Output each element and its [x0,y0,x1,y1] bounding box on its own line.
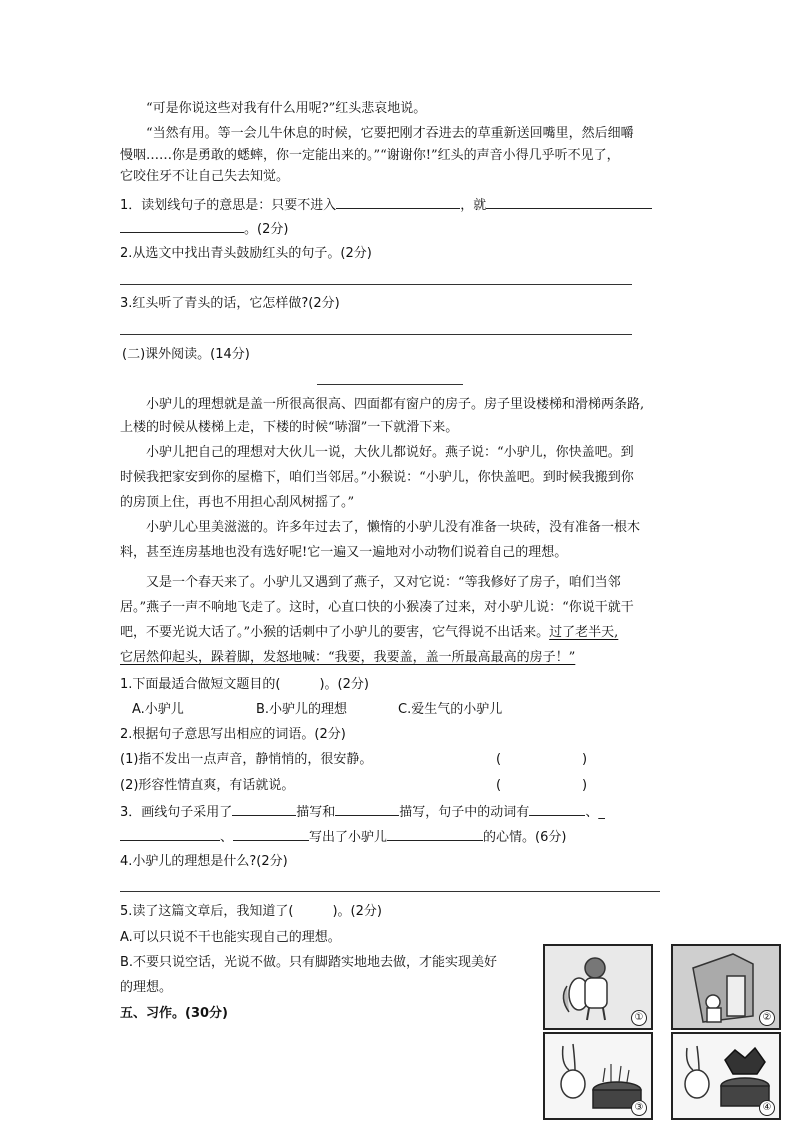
answer-blank[interactable] [233,826,309,841]
question-text: 、_ [585,805,605,820]
answer-line[interactable] [120,284,632,285]
answer-blank[interactable] [335,801,399,816]
question-text: 描写，句子中的动词有 [399,805,530,820]
story-line [120,623,618,643]
story-line: 小驴儿把自己的理想对大伙儿一说，大伙儿都说好。燕子说：“小驴儿，你快盖吧。到 [146,445,634,460]
question-3 [120,801,605,823]
option-b[interactable]: B.小驴儿的理想 [256,702,348,717]
question-text: 1．读划线句子的意思是：只要不进入 [120,198,337,213]
question-2: 2.根据句子意思写出相应的词语。(2分) [120,727,346,742]
question-text: ，就 [460,198,487,213]
underlined-sentence: 它居然仰起头，跺着脚，发怒地喊：“我要，我要盖，盖一所最高最高的房子！” [120,650,576,665]
picture-3 [543,1032,653,1120]
question-1 [120,194,652,216]
story-line: 料，甚至连房基地也没有选好呢!它一遍又一遍地对小动物们说着自己的理想。 [120,545,568,560]
answer-line[interactable] [120,891,660,892]
picture-2 [671,944,781,1030]
question-3: 3.红头听了青头的话，它怎样做?(2分) [120,296,340,311]
picture-number: ② [759,1010,775,1026]
paren-open: ( [496,778,502,793]
passage-line: 它咬住牙不让自己失去知觉。 [120,169,290,184]
answer-blank[interactable] [387,826,483,841]
question-text: 的心情。(6分) [483,830,567,845]
question-3-cont [120,826,566,848]
story-line: 时候我把家安到你的屋檐下，咱们当邻居。”小猴说：“小驴儿，你快盖吧。到时候我搬到你 [120,470,634,485]
question-1: 1.下面最适合做短文题目的( )。(2分) [120,677,369,692]
paren-close: ) [582,752,588,767]
passage-line: “可是你说这些对我有什么用呢?”红头悲哀地说。 [146,101,427,116]
picture-1 [543,944,653,1030]
option-a[interactable]: A.小驴儿 [132,702,184,717]
story-line: 小驴儿的理想就是盖一所很高很高、四面都有窗户的房子。房子里设楼梯和滑梯两条路, [146,397,645,412]
story-line: 的房顶上住，再也不用担心刮风树摇了。” [120,495,355,510]
question-text: 描写和 [296,805,336,820]
answer-blank[interactable] [486,194,652,209]
story-text: 吧，不要光说大话了。”小猴的话刺中了小驴儿的要害，它气得说不出话来。 [120,625,550,640]
answer-blank[interactable] [336,194,460,209]
picture-4 [671,1032,781,1120]
question-text: 3．画线句子采用了 [120,805,233,820]
underlined-sentence: 过了老半天, [549,625,619,640]
picture-number: ④ [759,1100,775,1116]
option-b-cont: 的理想。 [120,980,173,995]
question-2: 2.从选文中找出青头鼓励红头的句子。(2分) [120,246,372,261]
story-line: 居。”燕子一声不响地飞走了。这时，心直口快的小猴凑了过来，对小驴儿说：“你说干就干 [120,600,634,615]
answer-blank[interactable] [120,826,220,841]
story-line: 小驴儿心里美滋滋的。许多年过去了，懒惰的小驴儿没有准备一块砖，没有准备一根木 [146,520,641,535]
question-text: 。(2分) [244,222,289,237]
answer-blank[interactable] [232,801,296,816]
question-text: 写出了小驴儿 [309,830,388,845]
picture-number: ① [631,1010,647,1026]
option-b[interactable]: B.不要只说空话，光说不做。只有脚踏实地地去做，才能实现美好 [120,955,498,970]
answer-line[interactable] [120,334,632,335]
option-a[interactable]: A.可以只说不干也能实现自己的理想。 [120,930,341,945]
passage-line: 慢咽……你是勇敢的蟋蟀，你一定能出来的。”“谢谢你!”红头的声音小得几乎听不见了， [120,148,620,163]
section-title: (二)课外阅读。(14分) [122,347,250,362]
passage-line: “当然有用。等一会儿牛休息的时候，它要把刚才吞进去的草重新送回嘴里，然后细嚼 [146,126,634,141]
story-line: 上楼的时候从楼梯上走，下楼的时候“哧溜”一下就滑下来。 [120,420,459,435]
question-5: 5.读了这篇文章后，我知道了( )。(2分) [120,904,382,919]
picture-number: ③ [631,1100,647,1116]
answer-blank[interactable] [120,218,244,233]
title-blank-line[interactable] [317,384,463,385]
paren-close: ) [582,778,588,793]
question-text: 、 [220,830,234,845]
paren-open: ( [496,752,502,767]
option-c[interactable]: C.爱生气的小驴儿 [398,702,503,717]
section-title: 五、习作。(30分) [120,1006,228,1021]
question-4: 4.小驴儿的理想是什么?(2分) [120,854,288,869]
question-1-cont [120,218,288,240]
sub-question: (2)形容性情直爽，有话就说。 [120,778,295,793]
story-line: 又是一个春天来了。小驴儿又遇到了燕子，又对它说：“等我修好了房子，咱们当邻 [146,575,621,590]
answer-blank[interactable] [529,801,585,816]
sub-question: (1)指不发出一点声音，静悄悄的，很安静。 [120,752,373,767]
